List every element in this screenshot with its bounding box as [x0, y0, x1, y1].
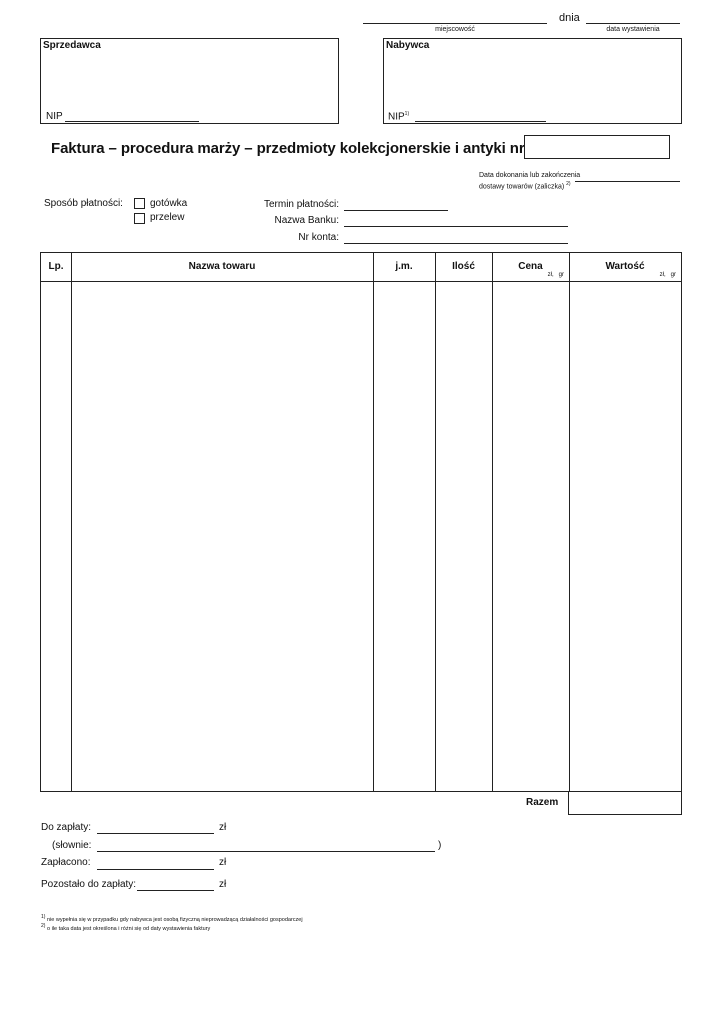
dnia-label: dnia: [559, 12, 580, 24]
col-header-lp: Lp.: [48, 261, 64, 272]
bank-name-field[interactable]: [344, 226, 568, 227]
remaining-field[interactable]: [137, 890, 214, 891]
buyer-nip-footnote: 1): [404, 111, 410, 117]
footnote-2-text: o ile taka data jest określona i różni się od daty wystawienia faktury: [46, 925, 211, 932]
col-divider-2: [373, 253, 374, 791]
issue-date-caption: data wystawienia: [606, 26, 660, 33]
transfer-checkbox[interactable]: [134, 213, 145, 224]
delivery-date-field[interactable]: [575, 181, 680, 182]
paid-label: Zapłacono:: [41, 857, 91, 868]
footnote-1-marker: 1): [41, 914, 46, 920]
issue-date-field[interactable]: [586, 23, 680, 24]
place-field[interactable]: [363, 23, 547, 24]
col-header-price: Cena: [518, 261, 543, 272]
seller-nip-label: NIP: [46, 111, 63, 122]
seller-nip-field[interactable]: [65, 121, 199, 122]
col-divider-1: [71, 253, 72, 791]
remaining-label: Pozostało do zapłaty:: [41, 879, 137, 890]
footnote-2: [41, 923, 210, 932]
total-field[interactable]: [568, 791, 682, 815]
delivery-date-label-1: Data dokonania lub zakończenia: [479, 172, 581, 179]
price-currency-sub: zł, gr: [547, 272, 564, 278]
paid-field[interactable]: [97, 869, 214, 870]
buyer-nip-text: NIP: [388, 111, 405, 123]
buyer-box[interactable]: [383, 38, 682, 124]
account-number-label: Nr konta:: [298, 232, 339, 243]
buyer-nip-field[interactable]: [415, 121, 546, 122]
col-divider-4: [492, 253, 493, 791]
account-number-field[interactable]: [344, 243, 568, 244]
transfer-label: przelew: [150, 212, 185, 223]
payment-method-label: Sposób płatności:: [44, 198, 123, 209]
amount-in-words-close: ): [438, 840, 442, 851]
items-table[interactable]: [40, 252, 682, 792]
buyer-title: Nabywca: [386, 40, 430, 51]
footnote-2-marker: 2): [41, 923, 46, 929]
paid-currency: zł: [219, 857, 227, 868]
amount-in-words-field[interactable]: [97, 851, 435, 852]
amount-in-words-label: (słownie:: [52, 840, 92, 851]
delivery-date-label-2: [479, 181, 571, 190]
place-caption: miejscowość: [435, 26, 475, 33]
table-header-divider: [41, 281, 681, 282]
footnote-1: [41, 914, 303, 923]
cash-checkbox[interactable]: [134, 198, 145, 209]
invoice-title: Faktura – procedura marży – przedmioty kolekcjonerskie i antyki nr: [51, 140, 525, 157]
col-header-value: Wartość: [605, 261, 645, 272]
delivery-date-text: dostawy towarów (zaliczka): [479, 183, 565, 191]
value-currency-sub: zł, gr: [659, 272, 676, 278]
cash-label: gotówka: [150, 198, 188, 209]
col-divider-5: [569, 253, 570, 791]
col-divider-3: [435, 253, 436, 791]
col-header-qty: Ilość: [452, 261, 475, 272]
col-header-name: Nazwa towaru: [188, 261, 256, 272]
total-label: Razem: [526, 797, 559, 808]
to-pay-label: Do zapłaty:: [41, 822, 92, 833]
buyer-nip-label: [388, 111, 409, 122]
remaining-currency: zł: [219, 879, 227, 890]
to-pay-currency: zł: [219, 822, 227, 833]
footnote-1-text: nie wypełnia się w przypadku gdy nabywca jest osobą fizyczną nieprowadzącą działalności gospodarczej: [46, 916, 303, 923]
bank-name-label: Nazwa Banku:: [274, 215, 339, 226]
seller-box[interactable]: [40, 38, 339, 124]
to-pay-field[interactable]: [97, 833, 214, 834]
payment-term-label: Termin płatności:: [263, 199, 339, 210]
col-header-unit: j.m.: [395, 261, 413, 272]
invoice-number-field[interactable]: [524, 135, 670, 159]
seller-title: Sprzedawca: [43, 40, 101, 51]
payment-term-field[interactable]: [344, 210, 448, 211]
delivery-date-footnote: 2): [566, 181, 571, 187]
